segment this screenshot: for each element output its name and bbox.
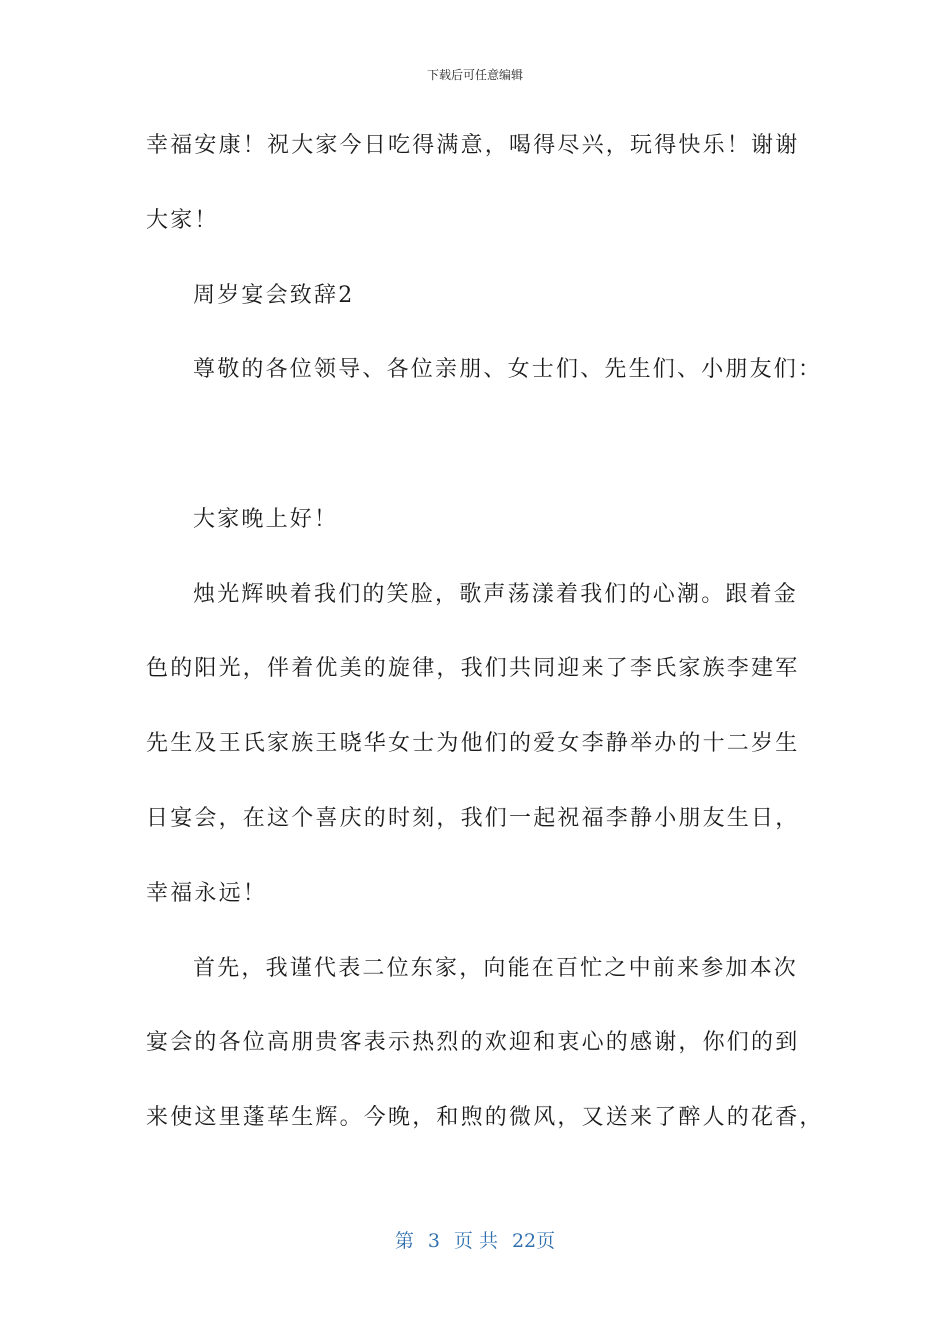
paragraph-2-line-2: 宴会的各位高朋贵客表示热烈的欢迎和衷心的感谢，你们的到 bbox=[146, 1030, 800, 1055]
page-header: 下载后可任意编辑 bbox=[426, 68, 523, 82]
footer-prefix: 第 bbox=[394, 1230, 414, 1252]
paragraph-1-line-2: 色的阳光，伴着优美的旋律，我们共同迎来了李氏家族李建军 bbox=[146, 656, 800, 681]
footer-middle: 页 共 bbox=[453, 1230, 498, 1252]
paragraph-2-line-3: 来使这里蓬荜生辉。今晚，和煦的微风，又送来了醉人的花香， bbox=[146, 1105, 824, 1130]
greeting: 大家晚上好！ bbox=[193, 507, 339, 532]
total-page-count: 22 bbox=[511, 1230, 537, 1252]
paragraph-1-line-3: 先生及王氏家族王晓华女士为他们的爱女李静举办的十二岁生 bbox=[146, 731, 800, 756]
paragraph-1-line-4: 日宴会，在这个喜庆的时刻，我们一起祝福李静小朋友生日， bbox=[146, 806, 800, 831]
paragraph-1-line-1: 烛光辉映着我们的笑脸，歌声荡漾着我们的心潮。跟着金 bbox=[193, 582, 799, 607]
salutation: 尊敬的各位领导、各位亲朋、女士们、先生们、小朋友们： bbox=[193, 357, 823, 382]
paragraph-2-line-1: 首先，我谨代表二位东家，向能在百忙之中前来参加本次 bbox=[193, 956, 799, 981]
footer-suffix: 页 bbox=[536, 1230, 556, 1252]
body-line-1: 幸福安康！祝大家今日吃得满意，喝得尽兴，玩得快乐！谢谢 bbox=[146, 133, 800, 158]
section-title: 周岁宴会致辞2 bbox=[193, 283, 355, 308]
body-line-2: 大家！ bbox=[146, 208, 219, 233]
paragraph-1-line-5: 幸福永远！ bbox=[146, 881, 268, 906]
page-footer bbox=[0, 1226, 950, 1253]
current-page-number: 3 bbox=[427, 1230, 440, 1252]
